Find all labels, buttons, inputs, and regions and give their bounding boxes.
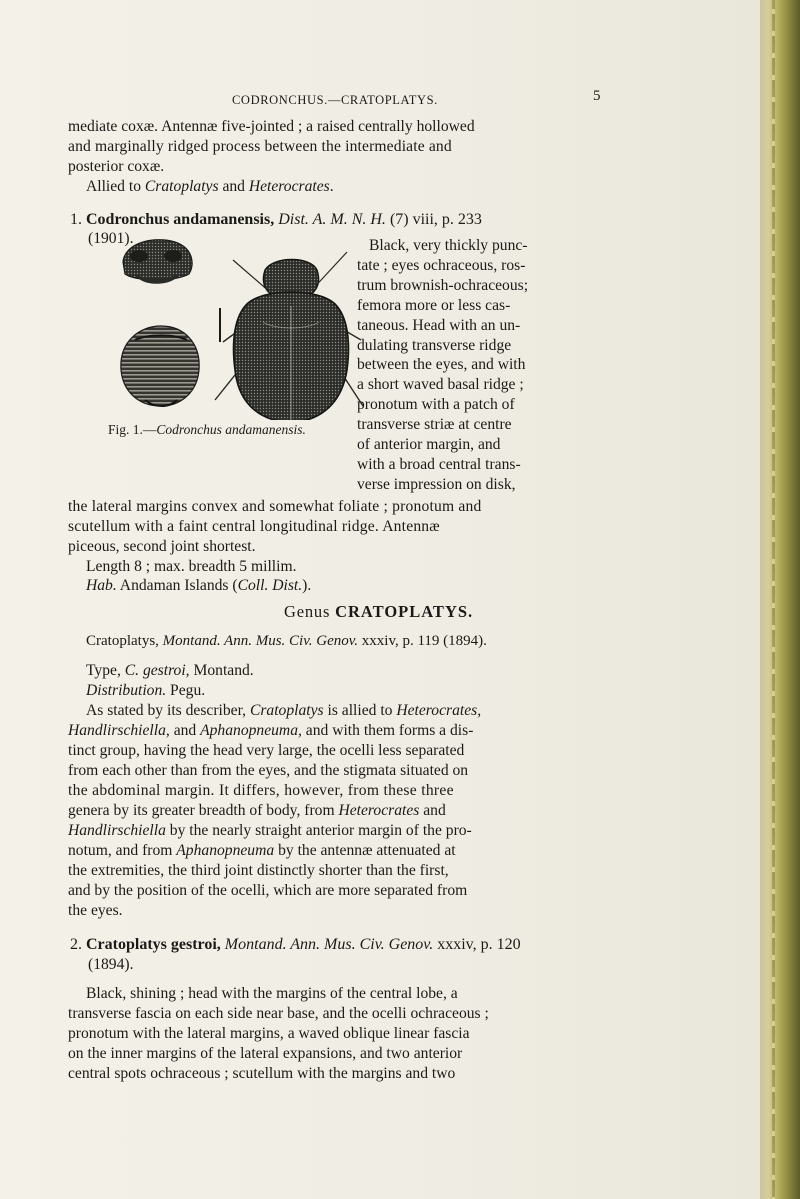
species-1-heading: 1. Codronchus andamanensis, Dist. A. M. N. H. (7) viii, p. 233 [70,211,482,228]
species-1-side-description [357,236,602,495]
length-line: Length 8 ; max. breadth 5 millim. [86,558,297,575]
side-line: with a broad central trans- [357,455,521,473]
desc-line: piceous, second joint shortest. [68,538,256,555]
genus-desc-line: from each other than from the eyes, and the stigmata situated on [68,762,469,779]
intro-line-1: mediate coxæ. Antennæ five-jointed ; a raised centrally hollowed [68,118,475,135]
species-2-desc-line: Black, shining ; head with the margins of the central lobe, a [86,985,458,1002]
book-spine-edge [760,0,800,1199]
genus-reference: Cratoplatys, Montand. Ann. Mus. Civ. Genov. xxxiv, p. 119 (1894). [86,633,487,649]
page-number: 5 [593,88,601,104]
side-line: dulating transverse ridge [357,336,512,354]
side-line: femora more or less cas- [357,296,511,314]
side-line: verse impression on disk, [357,475,516,493]
distribution-line: Distribution. Pegu. [86,682,206,699]
head-detail-top [123,240,192,284]
genus-desc-line: Handlirschiella by the nearly straight anterior margin of the pro- [68,822,472,839]
genus-heading: Genus CRATOPLATYS. [284,602,474,621]
side-line: between the eyes, and with [357,356,526,374]
genus-desc-line: Handlirschiella, and Aphanopneuma, and with them forms a dis- [68,722,474,739]
genus-desc-line: the abdominal margin. It differs, however, from these three [68,782,454,799]
species-2-desc-line: central spots ochraceous ; scutellum with the margins and two [68,1065,456,1082]
side-line: transverse striæ at centre [357,416,512,434]
running-header: CODRONCHUS.—CRATOPLATYS. [232,93,438,107]
genus-desc-line: the extremities, the third joint distinctly shorter than the first, [68,862,449,879]
beetle-main-body [215,252,363,420]
species-1-year: (1901). [88,230,134,247]
figure-caption: Fig. 1.—Codronchus andamanensis. [108,422,306,437]
genus-desc-line: tinct group, having the head very large, the ocelli less separated [68,742,465,759]
species-2-heading: 2. Cratoplatys gestroi, Montand. Ann. Mus. Civ. Genov. xxxiv, p. 120 [70,936,521,953]
side-line: tate ; eyes ochraceous, ros- [357,256,526,274]
genus-desc-line: As stated by its describer, Cratoplatys is allied to Heterocrates, [86,702,482,719]
genus-desc-line: notum, and from Aphanopneuma by the antennæ attenuated at [68,842,456,859]
genus-desc-line: the eyes. [68,902,123,919]
side-line: of anterior margin, and [357,436,501,454]
species-2-desc-line: pronotum with the lateral margins, a waved oblique linear fascia [68,1025,470,1042]
species-2-desc-line: on the inner margins of the lateral expansions, and two anterior [68,1045,463,1062]
allied-line: Allied to Cratoplatys and Heterocrates. [86,178,334,195]
side-line: a short waved basal ridge ; [357,376,524,394]
habitat-line: Hab. Andaman Islands (Coll. Dist.). [86,577,312,594]
species-2-desc-line: transverse fascia on each side near base, and the ocelli ochraceous ; [68,1005,489,1022]
side-line: trum brownish-ochraceous; [357,276,529,294]
underside-detail [121,326,199,406]
genus-desc-line: and by the position of the ocelli, which are more separated from [68,882,468,899]
genus-desc-line: genera by its greater breadth of body, from Heterocrates and [68,802,446,819]
side-line: pronotum with a patch of [357,396,515,414]
species-2-year: (1894). [88,956,134,973]
side-line: Black, very thickly punc- [369,237,528,254]
species-1-name: Codronchus andamanensis, [86,211,275,228]
intro-line-3: posterior coxæ. [68,158,165,175]
desc-line: scutellum with a faint central longitudinal ridge. Antennæ [68,518,440,535]
side-line: taneous. Head with an un- [357,316,521,334]
intro-line-2: and marginally ridged process between the intermediate and [68,138,452,155]
type-line: Type, C. gestroi, Montand. [86,662,254,679]
desc-line: the lateral margins convex and somewhat foliate ; pronotum and [68,498,482,515]
species-2-name: Cratoplatys gestroi, [86,936,221,953]
